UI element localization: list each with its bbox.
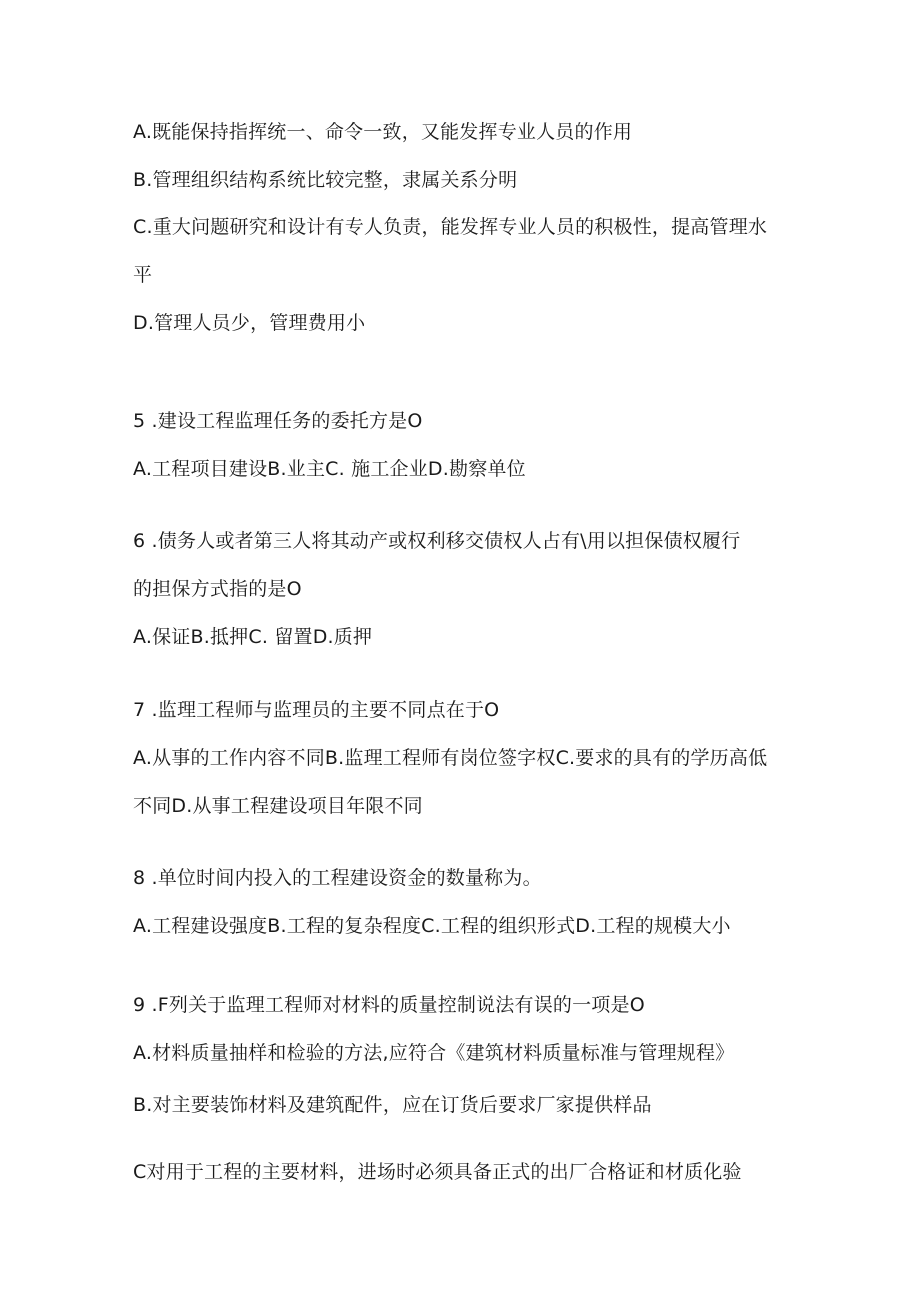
question-6: 6 .债务人或者第三人将其动产或权利移交债权人占有\用以担保债权履行 bbox=[133, 530, 741, 552]
option-4a: A.既能保持指挥统一、命令一致，又能发挥专业人员的作用 bbox=[133, 121, 633, 143]
options-7-cont: 不同D.从事工程建设项目年限不同 bbox=[133, 795, 423, 817]
option-9c: C对用于工程的主要材料，进场时必须具备正式的出厂合格证和材质化验 bbox=[133, 1161, 742, 1183]
option-4d: D.管理人员少，管理费用小 bbox=[133, 312, 366, 334]
option-9b: B.对主要装饰材料及建筑配件，应在订货后要求厂家提供样品 bbox=[133, 1094, 652, 1116]
option-4c-cont: 平 bbox=[133, 264, 153, 286]
question-9: 9 .F列关于监理工程师对材料的质量控制说法有误的一项是O bbox=[133, 994, 645, 1016]
option-4b: B.管理组织结构系统比较完整，隶属关系分明 bbox=[133, 169, 518, 191]
options-8: A.工程建设强度B.工程的复杂程度C.工程的组织形式D.工程的规模大小 bbox=[133, 915, 731, 937]
question-8: 8 .单位时间内投入的工程建设资金的数量称为。 bbox=[133, 867, 542, 889]
options-6: A.保证B.抵押C. 留置D.质押 bbox=[133, 626, 373, 648]
question-6-cont: 的担保方式指的是O bbox=[133, 578, 302, 600]
option-9a: A.材料质量抽样和检验的方法,应符合《建筑材料质量标准与管理规程》 bbox=[133, 1042, 735, 1064]
question-5: 5 .建设工程监理任务的委托方是O bbox=[133, 410, 423, 432]
option-4c: C.重大问题研究和设计有专人负责，能发挥专业人员的积极性，提高管理水 bbox=[133, 216, 768, 238]
options-7: A.从事的工作内容不同B.监理工程师有岗位签字权C.要求的具有的学历高低 bbox=[133, 747, 768, 769]
options-5: A.工程项目建设B.业主C. 施工企业D.勘察单位 bbox=[133, 458, 526, 480]
question-7: 7 .监理工程师与监理员的主要不同点在于O bbox=[133, 699, 500, 721]
